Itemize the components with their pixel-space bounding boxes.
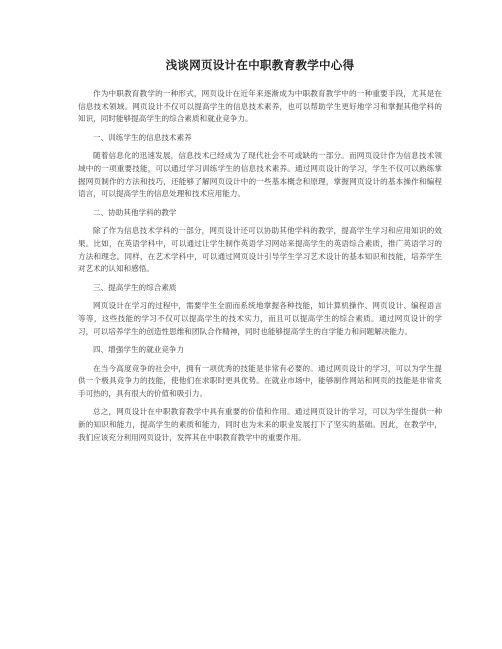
section-body-1: 随着信息化的迅速发展，信息技术已经成为了现代社会不可或缺的一部分。而网页设计作为信息技术领域中的一项重要技能，可以通过学习训练学生的信息技术素养。通过网页设计的学习，学生不仅可以熟练掌握网页制作的方法和技巧，还能够了解网页设计中的一些基本概念和原理，掌握网页设计的基本操作和编程语言，可以提高学生的信息处理和技术应用能力。 [78, 151, 442, 199]
section-body-4: 在当今高度竞争的社会中，拥有一项优秀的技能是非常有必要的。通过网页设计的学习，可以为学生提供一个极具竞争力的技能，使他们在求职时更具优势。在就业市场中，能够制作网站和网页的技能是非常炙手可热的，具有很大的价值和吸引力。 [78, 363, 442, 398]
conclusion-paragraph: 总之，网页设计在中职教育教学中具有重要的价值和作用。通过网页设计的学习，可以为学生提供一种新的知识和能力，提高学生的素质和能力，同时也为未来的职业发展打下了坚实的基础。因此，在教学中，我们应该充分利用网页设计，发挥其在中职教育教学中的重要作用。 [78, 407, 442, 442]
section-body-3: 网页设计在学习的过程中，需要学生全面而系统地掌握各种技能，如计算机操作、网页设计、编程语言等等，这些技能的学习不仅可以提高学生的技术实力，而且可以提高学生的综合素质。通过网页设计的学习，可以培养学生的创造性思维和团队合作精神，同时也能够提高学生的自学能力和问题解决能力。 [78, 301, 442, 336]
section-body-2: 除了作为信息技术学科的一部分，网页设计还可以协助其他学科的教学，提高学生学习和应用知识的效果。比如，在英语学科中，可以通过让学生制作英语学习网站来提高学生的英语综合素质，推广英语学习的方法和理念。同样，在艺术学科中，可以通过网页设计引导学生学习艺术设计的基本知识和技能，培养学生对艺术的认知和感悟。 [78, 226, 442, 274]
section-heading-1: 一、训练学生的信息技术素养 [93, 132, 192, 142]
section-heading-3: 三、提高学生的综合素质 [93, 282, 177, 292]
section-heading-4: 四、增强学生的就业竞争力 [93, 345, 185, 355]
section-heading-2: 二、协助其他学科的教学 [93, 207, 177, 217]
intro-paragraph: 作为中职教育教学的一种形式，网页设计在近年来逐渐成为中职教育教学中的一种重要手段，尤其是在信息技术领域。网页设计不仅可以提高学生的信息技术素养，也可以帮助学生更好地学习和掌握其他学科的知识，同时能够提高学生的综合素质和就业竞争力。 [78, 89, 442, 124]
document-title: 浅谈网页设计在中职教育教学中心得 [165, 58, 355, 72]
